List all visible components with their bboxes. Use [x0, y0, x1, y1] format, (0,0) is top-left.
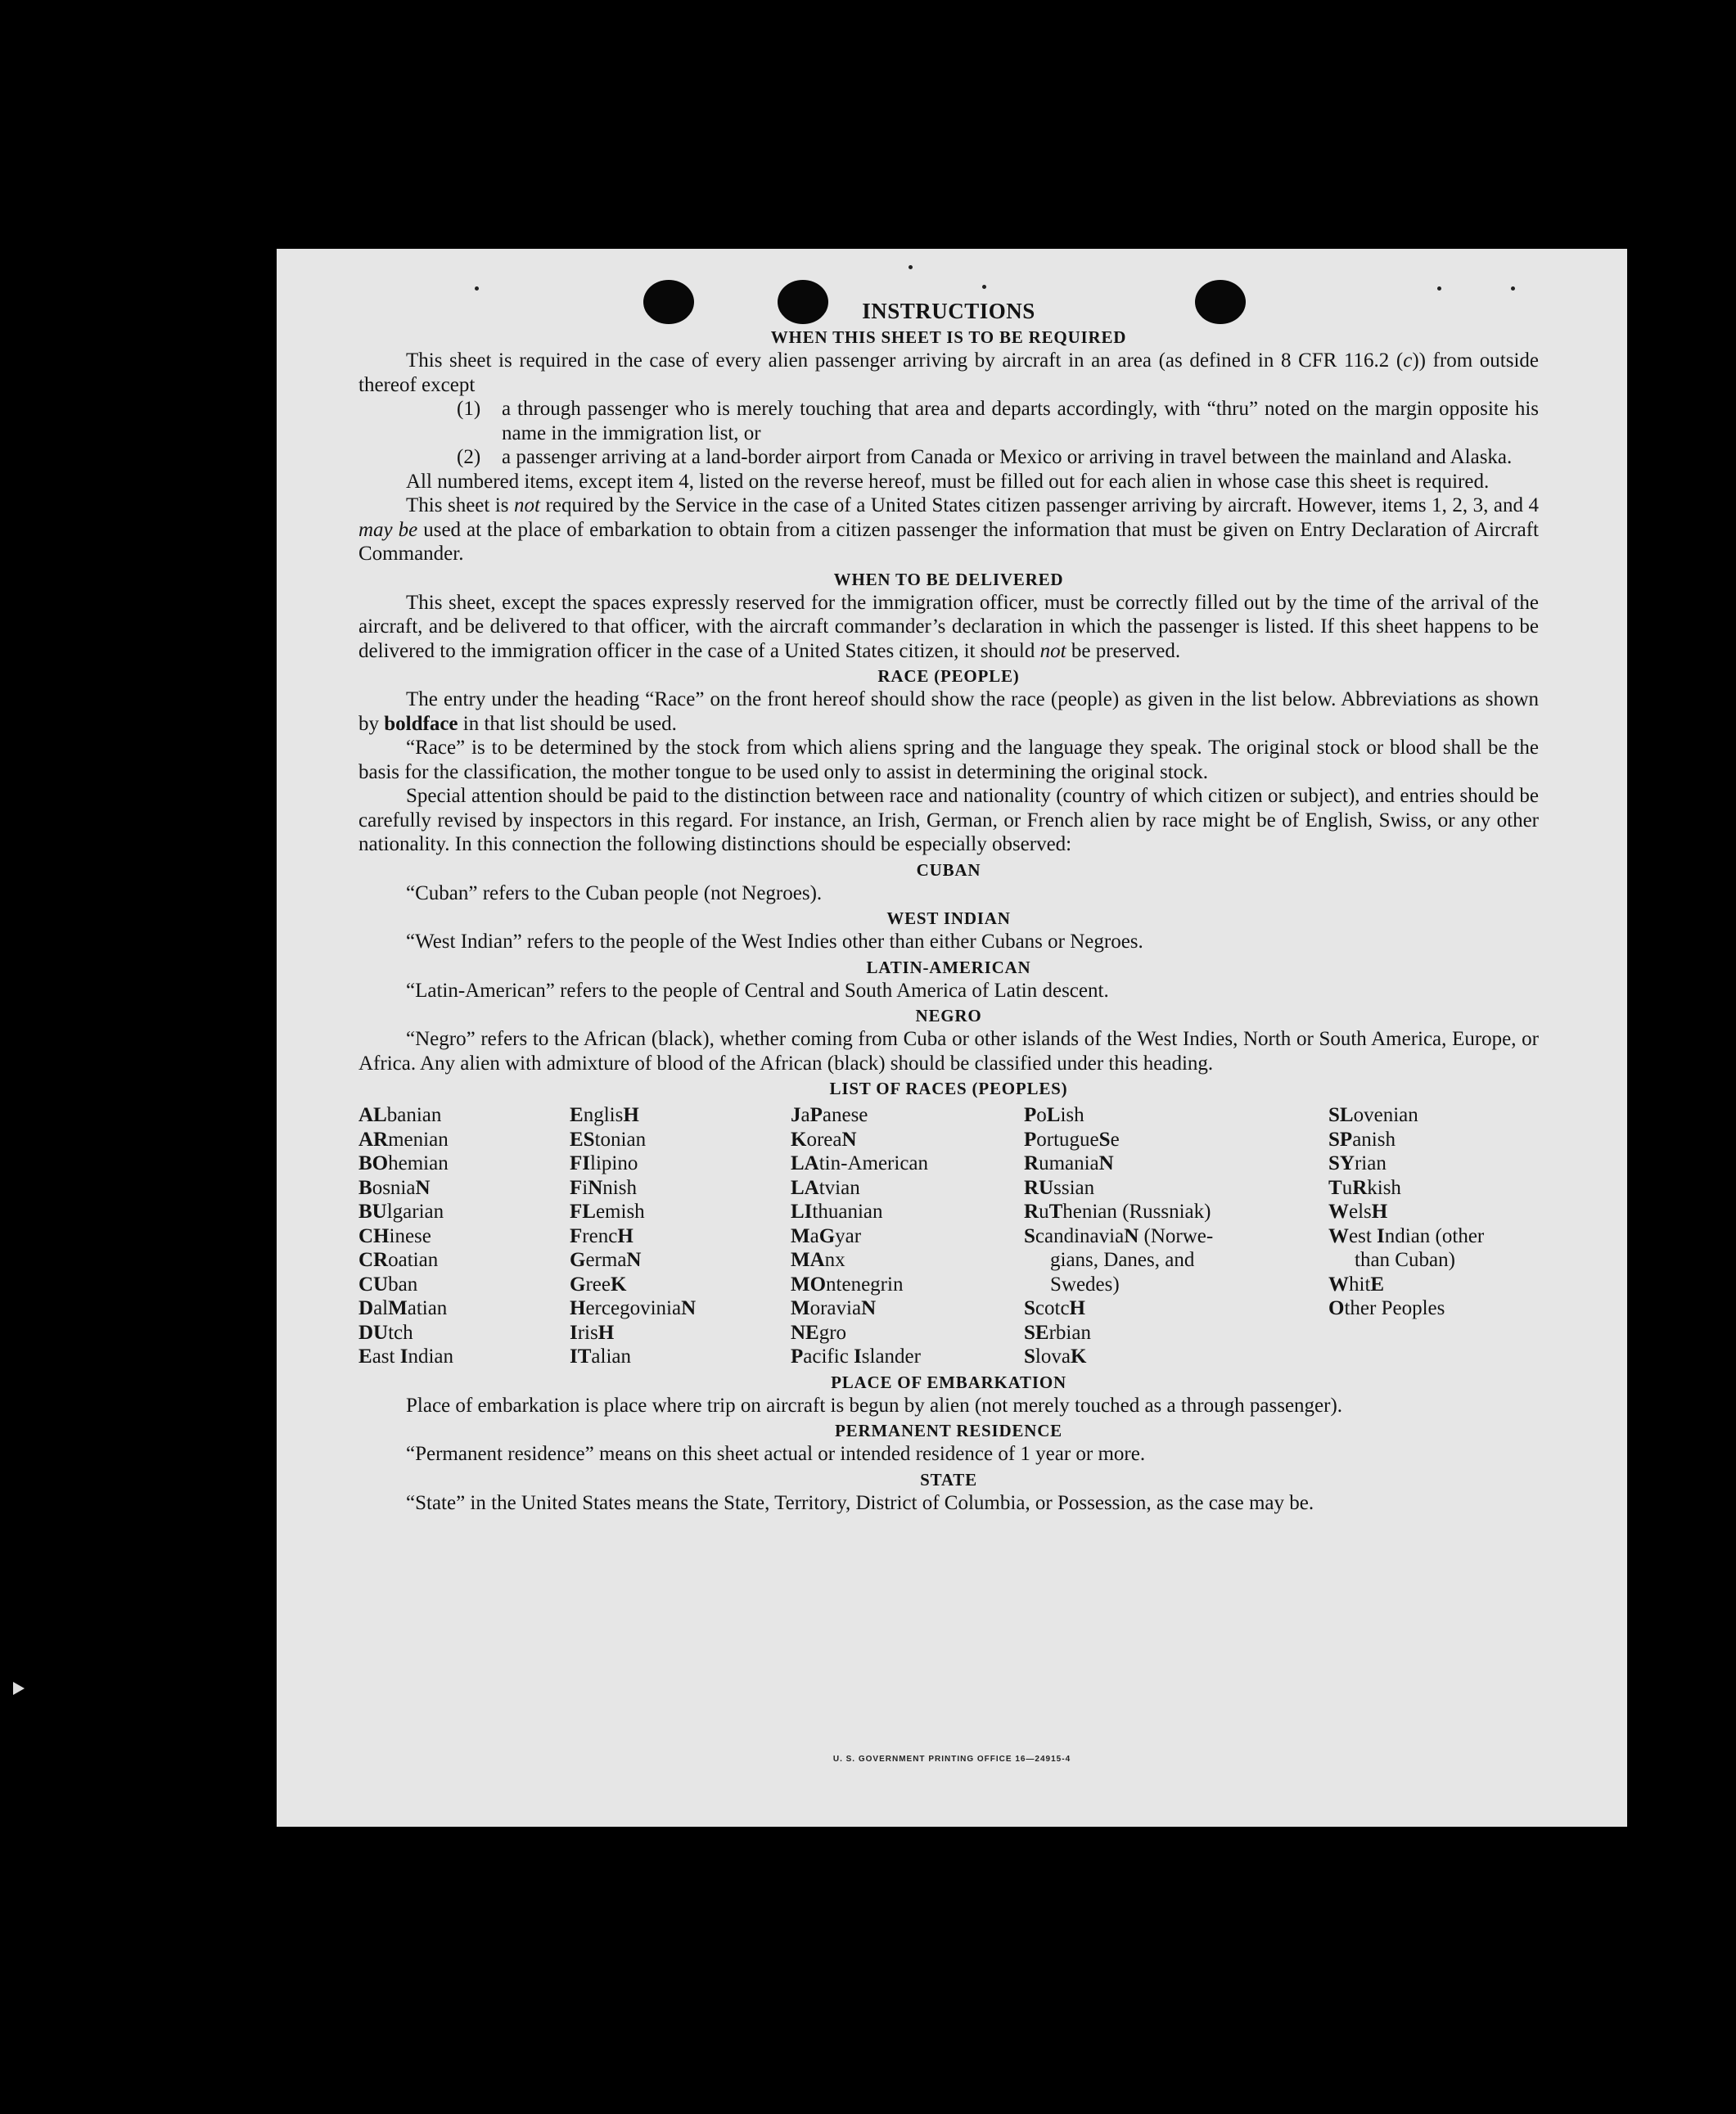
race-entry: EStonian: [570, 1128, 647, 1151]
race-paragraph-3: Special attention should be paid to the distinction between race and nationality (country of which citizen or subject), and entries should be carefully revised by inspectors in this regard. For instance, an Irish, German, or French alien by race might be of English, Swiss, or any other nationality. In this connection the following distinctions should be especially observed:: [358, 785, 1539, 855]
race-entry: MaGyar: [791, 1224, 862, 1247]
item-number: (2): [457, 446, 481, 468]
race-entry: SErbian: [1024, 1321, 1091, 1344]
when-delivered-paragraph: This sheet, except the spaces expressly reserved for the immigration officer, must be correctly filled out by the time of the arrival of the aircraft, and be delivered to that officer, with the aircraft commander’s declaration in which the passenger is listed. If this sheet happens to be delivered to the immigration officer in the case of a United States citizen, it should not be preserved.: [358, 591, 1539, 662]
race-entry: KoreaN: [791, 1128, 857, 1151]
instructions-content: [358, 298, 1539, 1515]
speck: [1437, 286, 1441, 291]
item-text: a passenger arriving at a land-border airport from Canada or Mexico or arriving in travel between the mainland and Alaska.: [502, 446, 1513, 468]
west-indian-text: “West Indian” refers to the people of the West Indies other than either Cubans or Negroes.: [406, 931, 1143, 953]
race-entry: ARmenian: [358, 1128, 449, 1151]
citizen-paragraph: This sheet is not required by the Service in the case of a United States citizen passenger arriving by aircraft. However, items 1, 2, 3, and 4 may be used at the place of embarkation to obtain from a citizen passenger the information that must be given on Entry Declaration of Aircraft Commander.: [358, 494, 1540, 565]
race-entry: JaPanese: [791, 1104, 868, 1126]
race-entry: PortugueSe: [1024, 1128, 1120, 1151]
race-entry: MAnx: [791, 1249, 845, 1271]
race-entry: DUtch: [358, 1321, 413, 1344]
race-entry: EnglisH: [570, 1104, 639, 1126]
race-entry: MOntenegrin: [791, 1273, 904, 1296]
race-entry: LAtvian: [791, 1176, 860, 1199]
item-number: (1): [457, 398, 481, 420]
speck: [909, 265, 913, 269]
edge-marker: [13, 1682, 25, 1695]
race-entry: Other Peoples: [1328, 1297, 1445, 1319]
race-entry: SPanish: [1328, 1128, 1396, 1151]
race-entry: East Indian: [358, 1345, 453, 1368]
heading-permanent-residence: PERMANENT RESIDENCE: [835, 1421, 1062, 1440]
heading-when-required: WHEN THIS SHEET IS TO BE REQUIRED: [770, 327, 1127, 347]
race-entry: FrencH: [570, 1224, 634, 1247]
race-entry: NEgro: [791, 1321, 847, 1344]
race-entry: DalMatian: [358, 1297, 448, 1319]
race-entry: BOhemian: [358, 1152, 449, 1174]
race-entry: FiNnish: [570, 1176, 637, 1199]
race-entry: gians, Danes, and: [1050, 1249, 1195, 1271]
race-entry: ALbanian: [358, 1104, 442, 1126]
races-column: [1328, 1103, 1539, 1369]
heading-latin-american: LATIN-AMERICAN: [866, 957, 1031, 977]
race-entry: CRoatian: [358, 1249, 439, 1271]
race-entry: RuThenian (Russniak): [1024, 1201, 1211, 1223]
races-column: [1024, 1103, 1328, 1369]
race-entry: GreeK: [570, 1273, 627, 1296]
race-entry: PoLish: [1024, 1104, 1084, 1126]
cuban-text: “Cuban” refers to the Cuban people (not Negroes).: [406, 881, 823, 904]
race-paragraph-2: “Race” is to be determined by the stock from which aliens spring and the language they speak. The original stock or blood shall be the basis for the classification, the mother tongue to be used only to assist in determining the original stock.: [358, 737, 1539, 783]
race-entry: CUban: [358, 1273, 418, 1296]
item-text: a through passenger who is merely touching that area and departs accordingly, with “thru” noted on the margin opposite his name in the immigration list, or: [502, 398, 1539, 444]
race-entry: ITalian: [570, 1345, 631, 1368]
race-entry: CHinese: [358, 1224, 431, 1247]
race-entry: West Indian (other: [1328, 1224, 1485, 1247]
race-entry: RUssian: [1024, 1176, 1095, 1199]
race-entry: BosniaN: [358, 1176, 431, 1199]
race-entry: WelsH: [1328, 1201, 1388, 1223]
race-entry: TuRkish: [1328, 1176, 1401, 1199]
residence-text: “Permanent residence” means on this sheet actual or intended residence of 1 year or more.: [406, 1443, 1146, 1465]
race-entry: IrisH: [570, 1321, 615, 1344]
race-entry: MoraviaN: [791, 1297, 877, 1319]
heading-west-indian: WEST INDIAN: [886, 908, 1011, 928]
negro-text: “Negro” refers to the African (black), whether coming from Cuba or other islands of the West Indies, North or South America, Europe, or Africa. Any alien with admixture of blood of the African (black) should be classified under this heading.: [358, 1028, 1539, 1075]
race-entry: ScotcH: [1024, 1297, 1085, 1319]
race-paragraph-1: The entry under the heading “Race” on the front hereof should show the race (people) as given in the list below. Abbreviations as shown by boldface in that list should be used.: [358, 688, 1539, 735]
race-entry: FLemish: [570, 1201, 645, 1223]
race-entry: Swedes): [1050, 1273, 1120, 1296]
race-entry: LAtin-American: [791, 1152, 929, 1174]
printing-office-footer: U. S. GOVERNMENT PRINTING OFFICE 16—24915-4: [832, 1755, 1071, 1764]
heading-cuban: CUBAN: [916, 859, 981, 880]
heading-embarkation: PLACE OF EMBARKATION: [831, 1372, 1066, 1392]
races-column: [570, 1103, 791, 1369]
embarkation-text: Place of embarkation is place where trip on aircraft is begun by alien (not merely touched as a through passenger).: [406, 1394, 1343, 1417]
race-entry: GermaN: [570, 1249, 642, 1271]
race-entry: FIlipino: [570, 1152, 638, 1174]
latin-american-text: “Latin-American” refers to the people of Central and South America of Latin descent.: [406, 979, 1109, 1002]
race-entry: WhitE: [1328, 1273, 1385, 1296]
page-title: INSTRUCTIONS: [862, 299, 1035, 323]
heading-list-of-races: LIST OF RACES (PEOPLES): [829, 1079, 1068, 1098]
exception-item-1: [457, 397, 1539, 445]
race-entry: SlovaK: [1024, 1345, 1087, 1368]
race-entry: LIthuanian: [791, 1201, 883, 1223]
race-entry: BUlgarian: [358, 1201, 444, 1223]
heading-when-delivered: WHEN TO BE DELIVERED: [833, 569, 1064, 589]
races-column: [358, 1103, 570, 1369]
document-sheet: [277, 249, 1627, 1827]
races-column: [791, 1103, 1024, 1369]
race-entry: RumaniaN: [1024, 1152, 1114, 1174]
race-entry: SLovenian: [1328, 1104, 1418, 1126]
speck: [982, 285, 986, 289]
numbered-items-paragraph: All numbered items, except item 4, listed on the reverse hereof, must be filled out for each alien in whose case this sheet is required.: [406, 470, 1490, 493]
race-entry: ScandinaviaN (Norwe-: [1024, 1224, 1214, 1247]
heading-state: STATE: [920, 1469, 977, 1490]
races-list: [358, 1103, 1539, 1369]
speck: [1511, 286, 1515, 291]
heading-race: RACE (PEOPLE): [877, 666, 1020, 686]
race-entry: HercegoviniaN: [570, 1297, 697, 1319]
heading-negro: NEGRO: [915, 1006, 982, 1025]
race-entry: SYrian: [1328, 1152, 1387, 1174]
race-entry: Pacific Islander: [791, 1345, 921, 1368]
exception-item-2: [457, 445, 1539, 470]
speck: [475, 286, 479, 291]
race-entry: than Cuban): [1355, 1249, 1455, 1271]
state-text: “State” in the United States means the State, Territory, District of Columbia, or Possession, as the case may be.: [406, 1491, 1314, 1514]
when-required-paragraph: This sheet is required in the case of every alien passenger arriving by aircraft in an area (as defined in 8 CFR 116.2 (c)) from outside thereof except: [358, 349, 1539, 396]
